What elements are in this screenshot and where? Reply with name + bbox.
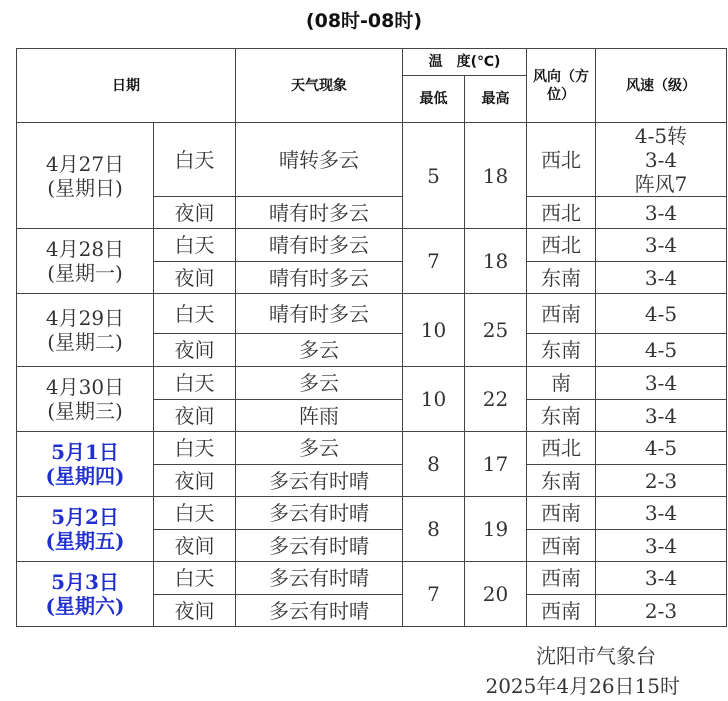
- period-cell: 白天: [154, 367, 236, 400]
- period-cell: 白天: [154, 432, 236, 465]
- weekday-label: (星期五): [45, 529, 125, 553]
- weather-cell: 多云: [236, 367, 403, 400]
- weather-cell: 多云有时晴: [236, 497, 403, 530]
- min-temp-cell: 10: [403, 294, 465, 367]
- weather-cell: 晴转多云: [236, 123, 403, 197]
- wind-direction-cell: 东南: [527, 262, 596, 294]
- issuer: 沈阳市气象台: [536, 644, 656, 668]
- date-cell: [17, 123, 154, 229]
- header-max-temp: 最高: [465, 76, 527, 123]
- max-temp-cell: 17: [465, 432, 527, 497]
- period-cell: 白天: [154, 562, 236, 595]
- period-cell: 白天: [154, 229, 236, 262]
- table-row: [17, 432, 727, 465]
- wind-direction-cell: 西南: [527, 530, 596, 562]
- period-cell: 夜间: [154, 197, 236, 229]
- wind-speed-cell: 4-5转 3-4 阵风7: [596, 123, 727, 197]
- table-row: [17, 367, 727, 400]
- wind-speed-cell: 3-4: [596, 400, 727, 432]
- wind-direction-cell: 西北: [527, 432, 596, 465]
- wind-speed-cell: 3-4: [596, 562, 727, 595]
- weekday-label: (星期日): [47, 175, 123, 200]
- date-cell: [17, 562, 154, 627]
- min-temp-cell: 8: [403, 497, 465, 562]
- period-cell: 白天: [154, 497, 236, 530]
- period-cell: 夜间: [154, 400, 236, 432]
- date-label: 4月27日: [45, 151, 125, 176]
- wind-direction-cell: 西南: [527, 497, 596, 530]
- period-cell: 白天: [154, 123, 236, 197]
- header-temperature: 温 度(℃): [403, 49, 527, 76]
- wind-speed-cell: 4-5: [596, 432, 727, 465]
- issued-time: 2025年4月26日15时: [485, 674, 680, 698]
- wind-direction-cell: 东南: [527, 334, 596, 367]
- wind-speed-cell: 4-5: [596, 334, 727, 367]
- wind-direction-cell: 西北: [527, 123, 596, 197]
- min-temp-cell: 7: [403, 562, 465, 627]
- date-label: 5月3日: [51, 570, 119, 594]
- date-cell: [17, 229, 154, 294]
- weekday-label: (星期三): [47, 399, 123, 423]
- period-cell: 夜间: [154, 530, 236, 562]
- period-cell: 白天: [154, 294, 236, 334]
- date-label: 5月2日: [51, 505, 119, 529]
- table-row: [17, 229, 727, 262]
- wind-direction-cell: 南: [527, 367, 596, 400]
- period-cell: 夜间: [154, 465, 236, 497]
- date-cell: [17, 497, 154, 562]
- weather-cell: 多云有时晴: [236, 595, 403, 627]
- table-row: [17, 123, 727, 197]
- table-row: [17, 562, 727, 595]
- header-wind-speed: 风速（级）: [596, 49, 727, 123]
- wind-direction-cell: 西北: [527, 229, 596, 262]
- wind-speed-cell: 3-4: [596, 229, 727, 262]
- date-cell: [17, 294, 154, 367]
- weekday-label: (星期一): [47, 261, 123, 285]
- max-temp-cell: 18: [465, 229, 527, 294]
- max-temp-cell: 18: [465, 123, 527, 229]
- wind-direction-cell: 西南: [527, 294, 596, 334]
- weather-cell: 多云: [236, 334, 403, 367]
- weather-cell: 多云有时晴: [236, 530, 403, 562]
- min-temp-cell: 5: [403, 123, 465, 229]
- wind-speed-cell: 4-5: [596, 294, 727, 334]
- header-date: 日期: [17, 49, 236, 123]
- min-temp-cell: 8: [403, 432, 465, 497]
- table-row: [17, 497, 727, 530]
- period-cell: 夜间: [154, 334, 236, 367]
- forecast-body: [17, 123, 727, 627]
- weekday-label: (星期四): [45, 464, 125, 488]
- weather-cell: 阵雨: [236, 400, 403, 432]
- page-title: (08时-08时): [305, 10, 423, 32]
- weather-cell: 晴有时多云: [236, 229, 403, 262]
- weather-cell: 晴有时多云: [236, 197, 403, 229]
- date-cell: [17, 367, 154, 432]
- wind-speed-cell: 3-4: [596, 367, 727, 400]
- period-cell: 夜间: [154, 262, 236, 294]
- wind-direction-cell: 东南: [527, 465, 596, 497]
- max-temp-cell: 20: [465, 562, 527, 627]
- weather-cell: 多云有时晴: [236, 562, 403, 595]
- wind-speed-cell: 2-3: [596, 595, 727, 627]
- max-temp-cell: 25: [465, 294, 527, 367]
- wind-speed-cell: 3-4: [596, 262, 727, 294]
- wind-speed-cell: 3-4: [596, 530, 727, 562]
- table-row: [17, 294, 727, 334]
- max-temp-cell: 19: [465, 497, 527, 562]
- min-temp-cell: 10: [403, 367, 465, 432]
- wind-direction-cell: 东南: [527, 400, 596, 432]
- wind-speed-cell: 2-3: [596, 465, 727, 497]
- weekday-label: (星期二): [47, 330, 123, 354]
- wind-speed-cell: 3-4: [596, 497, 727, 530]
- period-cell: 夜间: [154, 595, 236, 627]
- weather-cell: 晴有时多云: [236, 294, 403, 334]
- date-label: 4月30日: [45, 375, 125, 399]
- wind-speed-cell: 3-4: [596, 197, 727, 229]
- date-cell: [17, 432, 154, 497]
- header-wind-direction: 风向（方位）: [527, 49, 596, 123]
- weather-cell: 多云: [236, 432, 403, 465]
- date-label: 4月29日: [45, 306, 125, 330]
- wind-direction-cell: 西南: [527, 562, 596, 595]
- max-temp-cell: 22: [465, 367, 527, 432]
- weather-cell: 多云有时晴: [236, 465, 403, 497]
- header-min-temp: 最低: [403, 76, 465, 123]
- wind-direction-cell: 西北: [527, 197, 596, 229]
- weather-cell: 晴有时多云: [236, 262, 403, 294]
- weekday-label: (星期六): [45, 594, 125, 618]
- wind-direction-cell: 西南: [527, 595, 596, 627]
- header-weather: 天气现象: [236, 49, 403, 123]
- date-label: 4月28日: [45, 237, 125, 261]
- forecast-table: [16, 48, 727, 627]
- date-label: 5月1日: [51, 440, 119, 464]
- min-temp-cell: 7: [403, 229, 465, 294]
